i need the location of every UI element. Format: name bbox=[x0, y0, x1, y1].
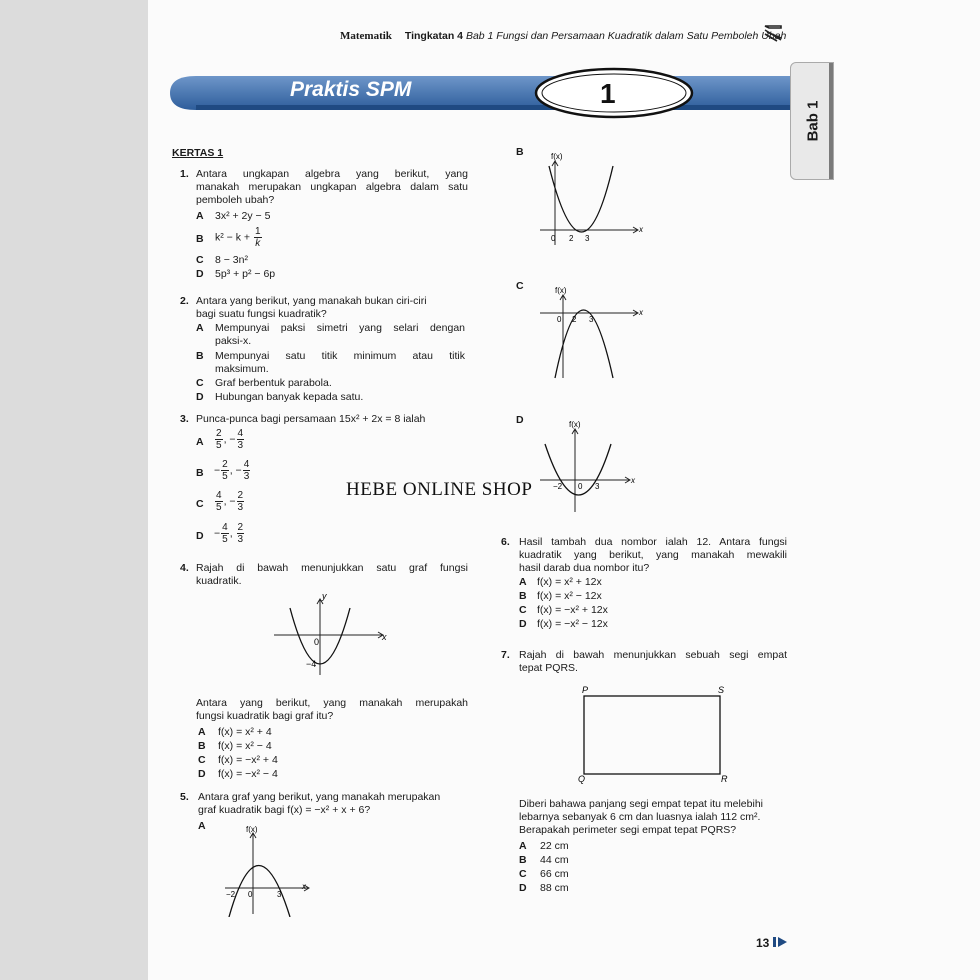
q2-stem bbox=[196, 295, 468, 321]
banner-number: 1 bbox=[600, 78, 616, 109]
q5-option-letter: D bbox=[516, 414, 524, 426]
q2-line: bagi suatu fungsi kuadratik? bbox=[196, 308, 327, 321]
x-label: x bbox=[639, 225, 643, 234]
q4-line: Rajah di bawah menunjukkan satu graf fungsi bbox=[196, 562, 468, 574]
q2-option-a-line: paksi-x. bbox=[215, 335, 252, 348]
q7-option-b: 44 cm bbox=[540, 854, 569, 866]
banner-title: Praktis SPM bbox=[290, 78, 412, 101]
fraction bbox=[237, 490, 245, 513]
origin-label: 0 bbox=[557, 315, 562, 324]
vertex-label: P bbox=[582, 685, 589, 695]
page-number bbox=[756, 936, 789, 950]
q3-option-d: − $\frac{4}{5}$ , $\frac{2}{3}$ bbox=[214, 522, 244, 545]
header-form: Tingkatan 4 bbox=[404, 30, 464, 42]
q6-option-letter: B bbox=[519, 590, 527, 602]
header-chapter: Bab 1 Fungsi dan Persamaan Kuadratik dalam Satu Pemboleh Ubah bbox=[465, 30, 787, 42]
q4-option-letter: D bbox=[198, 768, 206, 780]
watermark: HEBE ONLINE SHOP bbox=[346, 479, 533, 500]
page-number-value: 13 bbox=[756, 936, 770, 950]
fraction-denominator: 5 bbox=[216, 440, 222, 451]
q7-line: lebarnya sebanyak 6 cm dan luasnya ialah 112 cm². bbox=[519, 811, 761, 824]
q6-option-letter: A bbox=[519, 576, 527, 588]
header-subject: Matematik bbox=[340, 30, 392, 42]
q6-option-letter: C bbox=[519, 604, 527, 616]
x-label: x bbox=[631, 476, 635, 485]
q6-option-c: f(x) = −x² + 12x bbox=[537, 604, 608, 616]
root-label: −2 bbox=[553, 482, 563, 491]
q7-option-letter: C bbox=[519, 868, 527, 880]
root-label: −2 bbox=[226, 890, 236, 899]
fraction-denominator: 5 bbox=[222, 471, 228, 482]
fraction-numerator: 2 bbox=[222, 459, 228, 470]
q4-option-d: f(x) = −x² − 4 bbox=[218, 768, 278, 780]
q2-option-a-line: Mempunyai paksi simetri yang selari dengan bbox=[215, 322, 465, 334]
q5-option-letter: B bbox=[516, 146, 524, 158]
fx-label: f(x) bbox=[569, 420, 581, 429]
q1-number: 1. bbox=[180, 168, 189, 180]
origin-label: 0 bbox=[314, 637, 320, 647]
q7-option-letter: B bbox=[519, 854, 527, 866]
q2-option-letter: C bbox=[196, 377, 204, 389]
q1-line: Antara ungkapan algebra yang berikut, yang bbox=[196, 168, 468, 180]
q5-graph-c bbox=[535, 282, 650, 382]
q5-line: Antara graf yang berikut, yang manakah merupakan bbox=[198, 791, 441, 803]
q1-option-d: 5p³ + p² − 6p bbox=[215, 268, 276, 280]
q2-option-letter: D bbox=[196, 391, 204, 403]
root-label: 3 bbox=[277, 890, 282, 899]
q4-option-b: f(x) = x² − 4 bbox=[218, 740, 272, 752]
q5-graph-a bbox=[220, 822, 320, 917]
q4-option-letter: A bbox=[198, 726, 206, 738]
origin-label: 0 bbox=[578, 482, 583, 491]
q6-option-a: f(x) = x² + 12x bbox=[537, 576, 602, 588]
fraction-denominator: 3 bbox=[237, 440, 244, 451]
q7-option-d: 88 cm bbox=[540, 882, 569, 894]
q3-option-c: $\frac{4}{5}$ , − $\frac{2}{3}$ bbox=[216, 490, 244, 513]
q7-line: Rajah di bawah menunjukkan sebuah segi empat bbox=[519, 649, 787, 661]
q6-option-d: f(x) = −x² − 12x bbox=[537, 618, 608, 630]
sign: − bbox=[229, 495, 236, 508]
q2-option-d: Hubungan banyak kepada satu. bbox=[215, 391, 364, 403]
q5-number: 5. bbox=[180, 791, 189, 803]
fraction-denominator: k bbox=[255, 238, 261, 249]
q7-stem-2 bbox=[519, 798, 791, 838]
q4-line: Antara yang berikut, yang manakah merupakah bbox=[196, 697, 468, 709]
sign: − bbox=[235, 464, 242, 477]
q1-option-letter: C bbox=[196, 254, 204, 266]
q2-line: Antara yang berikut, yang manakah bukan ciri-ciri bbox=[196, 295, 427, 307]
fraction-numerator: 2 bbox=[216, 428, 222, 439]
q4-stem bbox=[196, 562, 468, 588]
sign: − bbox=[214, 527, 221, 540]
q4-line: fungsi kuadratik bagi graf itu? bbox=[196, 710, 334, 723]
sign: − bbox=[214, 464, 221, 477]
fx-label: f(x) bbox=[551, 152, 563, 161]
q1-option-c: 8 − 3n² bbox=[215, 254, 248, 266]
q2-option-a bbox=[215, 322, 465, 348]
q2-option-b-line: Mempunyai satu titik minimum atau titik bbox=[215, 350, 465, 362]
y-label: y bbox=[322, 591, 327, 601]
y-intercept-label: −4 bbox=[306, 659, 317, 669]
q2-number: 2. bbox=[180, 295, 189, 307]
q6-number: 6. bbox=[501, 536, 510, 548]
q4-option-c: f(x) = −x² + 4 bbox=[218, 754, 278, 766]
q7-line: Diberi bahawa panjang segi empat tepat itu melebihi bbox=[519, 798, 763, 810]
q3-option-b: − $\frac{2}{5}$ , − $\frac{4}{3}$ bbox=[214, 459, 250, 482]
q1-option-b bbox=[215, 226, 263, 249]
q4-line: kuadratik. bbox=[196, 575, 242, 588]
origin-label: 0 bbox=[551, 234, 556, 243]
q7-option-c: 66 cm bbox=[540, 868, 569, 880]
q7-option-letter: D bbox=[519, 882, 527, 894]
vertex-label: R bbox=[721, 774, 728, 784]
fraction-numerator: 2 bbox=[237, 522, 244, 533]
q5-option-letter: C bbox=[516, 280, 524, 292]
fx-label: f(x) bbox=[555, 286, 567, 295]
q6-line: kuadratik yang berikut, yang manakah mewakili bbox=[519, 549, 787, 562]
x-label: x bbox=[639, 308, 643, 317]
q4-number: 4. bbox=[180, 562, 189, 574]
q6-option-letter: D bbox=[519, 618, 527, 630]
q1-line: pemboleh ubah? bbox=[196, 194, 275, 207]
q6-line: hasil darab dua nombor itu? bbox=[519, 562, 650, 575]
q7-stem bbox=[519, 649, 787, 675]
fraction bbox=[215, 428, 223, 451]
fraction-denominator: 3 bbox=[237, 502, 244, 513]
q4-graph bbox=[270, 590, 390, 680]
fraction-numerator: 4 bbox=[243, 459, 250, 470]
q3-option-letter: A bbox=[196, 436, 204, 448]
fraction bbox=[243, 459, 251, 482]
q1-option-a: 3x² + 2y − 5 bbox=[215, 210, 271, 222]
q5-graph-d bbox=[535, 416, 645, 516]
fraction-denominator: 5 bbox=[216, 502, 222, 513]
root-label: 3 bbox=[585, 234, 590, 243]
q7-number: 7. bbox=[501, 649, 510, 661]
q2-option-letter: A bbox=[196, 322, 204, 334]
q3-number: 3. bbox=[180, 413, 189, 425]
parabola-curve bbox=[549, 166, 613, 232]
q7-rectangle-diagram bbox=[576, 682, 736, 784]
fraction bbox=[254, 226, 262, 249]
x-label: x bbox=[302, 882, 306, 891]
fraction-denominator: 3 bbox=[237, 534, 244, 545]
q6-line: Hasil tambah dua nombor ialah 12. Antara fungsi bbox=[519, 536, 787, 548]
fraction bbox=[237, 428, 245, 451]
sign: − bbox=[229, 433, 236, 446]
q1-option-letter: B bbox=[196, 233, 204, 245]
q5-stem bbox=[198, 791, 470, 817]
fraction-numerator: 4 bbox=[222, 522, 228, 533]
q3-option-a: $\frac{2}{5}$ , − $\frac{4}{3}$ bbox=[216, 428, 244, 451]
q1-option-letter: D bbox=[196, 268, 204, 280]
q2-option-b bbox=[215, 350, 465, 376]
q3-option-letter: B bbox=[196, 467, 204, 479]
q3-stem: Punca-punca bagi persamaan 15x² + 2x = 8 ialah bbox=[196, 413, 426, 425]
fraction-numerator: 2 bbox=[237, 490, 244, 501]
q6-option-b: f(x) = x² − 12x bbox=[537, 590, 602, 602]
q7-line: Berapakah perimeter segi empat tepat PQRS? bbox=[519, 824, 737, 837]
vertex-label: S bbox=[718, 685, 725, 695]
fraction-denominator: 3 bbox=[243, 471, 250, 482]
q6-stem bbox=[519, 536, 787, 576]
q5-graph-b bbox=[535, 148, 650, 248]
q4-option-letter: C bbox=[198, 754, 206, 766]
q4-option-a: f(x) = x² + 4 bbox=[218, 726, 272, 738]
q5-line: graf kuadratik bagi f(x) = −x² + x + 6? bbox=[198, 804, 371, 817]
q3-option-letter: C bbox=[196, 498, 204, 510]
next-page-arrow-icon bbox=[773, 936, 789, 948]
section-heading: KERTAS 1 bbox=[172, 147, 224, 159]
vertex-label: Q bbox=[578, 774, 586, 784]
q4-option-letter: B bbox=[198, 740, 206, 752]
fraction-denominator: 5 bbox=[222, 534, 228, 545]
q5-option-letter: A bbox=[198, 820, 206, 832]
fraction bbox=[237, 522, 245, 545]
fraction bbox=[221, 522, 229, 545]
root-label: 3 bbox=[589, 315, 594, 324]
q1-stem bbox=[196, 168, 468, 208]
root-label: 3 bbox=[595, 482, 600, 491]
fx-label: f(x) bbox=[246, 825, 258, 834]
q1-option-letter: A bbox=[196, 210, 204, 222]
fraction-numerator: 1 bbox=[254, 226, 261, 237]
q2-option-b-line: maksimum. bbox=[215, 363, 269, 376]
q3-option-letter: D bbox=[196, 530, 204, 542]
q7-line: tepat PQRS. bbox=[519, 662, 578, 675]
q7-option-letter: A bbox=[519, 840, 527, 852]
fraction bbox=[215, 490, 223, 513]
q2-option-letter: B bbox=[196, 350, 204, 362]
q2-option-c: Graf berbentuk parabola. bbox=[215, 377, 332, 389]
origin-label: 0 bbox=[248, 890, 253, 899]
q7-option-a: 22 cm bbox=[540, 840, 569, 852]
q4-stem-2 bbox=[196, 697, 468, 723]
fraction bbox=[221, 459, 229, 482]
q1-line: manakah merupakan ungkapan algebra dalam satu bbox=[196, 181, 468, 194]
parabola-curve bbox=[555, 310, 613, 378]
fraction-numerator: 4 bbox=[216, 490, 222, 501]
x-label: x bbox=[382, 632, 387, 642]
rectangle-pqrs bbox=[584, 696, 720, 774]
chapter-side-tab bbox=[790, 62, 834, 180]
root-label: 2 bbox=[572, 315, 577, 324]
chapter-tab-label: Bab 1 bbox=[804, 100, 822, 142]
root-label: 2 bbox=[569, 234, 574, 243]
fraction-numerator: 4 bbox=[237, 428, 244, 439]
q1-option-b-expr: k² − k + bbox=[215, 231, 251, 244]
